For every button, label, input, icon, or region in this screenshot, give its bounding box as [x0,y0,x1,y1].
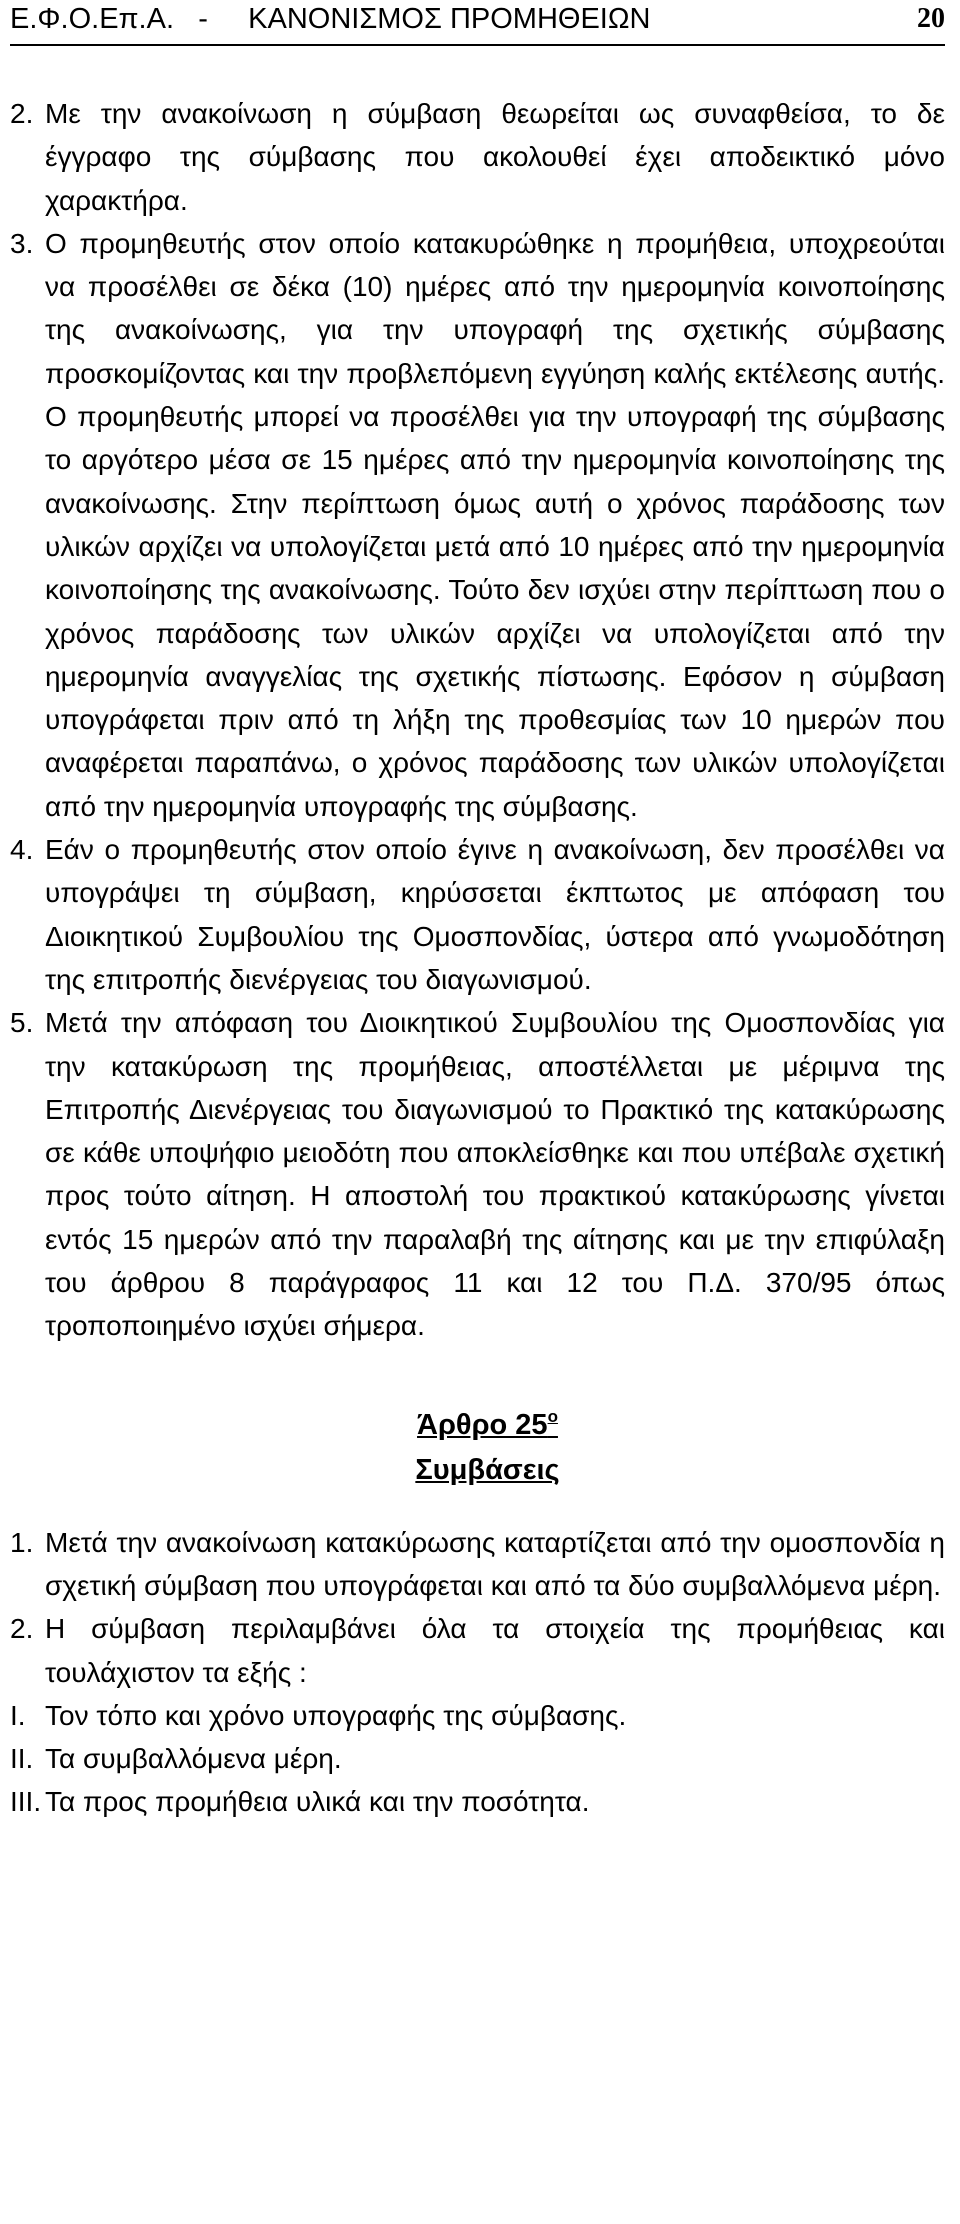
paragraph-number: 1. [10,1526,34,1558]
spacer [10,1348,945,1394]
paragraph-3 [10,222,945,828]
article-subtitle: Συμβάσεις [415,1453,560,1486]
paragraph-text: Μετά την απόφαση του Διοικητικού Συμβουλίου της Ομοσπονδίας για την κατακύρωση της προμήθειας, αποστέλλεται με μέριμνα της Επιτροπής Διενέργειας του διαγωνισμού το Πρακτικό της κατακύρωσης σε κάθε υποψήφιο μειοδότη που αποκλείσθηκε και που υπέβαλε σχετική προς τούτο αίτηση. Η αποστολή του πρακτικού κατακύρωσης γίνεται εντός 15 ημερών από την παραλαβή της αίτησης και με την επιφύλαξη του άρθρου 8 παράγραφος 11 και 12 του Π.Δ. 370/95 όπως τροποποιημένο ισχύει σήμερα. [45,1007,945,1342]
header-rule [10,44,945,46]
paragraph-number: 2. [10,98,34,129]
list-item-i [10,1694,945,1737]
paragraph-number: 5. [10,1007,34,1039]
list-item-number: Ι. [10,1699,26,1731]
list-item-text: Τον τόπο και χρόνο υπογραφής της σύμβασης. [45,1699,627,1731]
header-title: Ε.Φ.Ο.Επ.Α. - ΚΑΝΟΝΙΣΜΟΣ ΠΡΟΜΗΘΕΙΩΝ [10,3,651,35]
paragraph-4 [10,828,945,1001]
list-item-text: Τα προς προμήθεια υλικά και την ποσότητα. [45,1786,590,1818]
article-paragraph-2 [10,1607,945,1694]
article-paragraph-1 [10,1521,945,1608]
list-item-ii [10,1737,945,1780]
paragraph-5 [10,1001,945,1347]
paragraph-text: Η σύμβαση περιλαμβάνει όλα τα στοιχεία της προμήθειας και τουλάχιστον τα εξής : [45,1613,945,1688]
list-item-number: ΙΙ. [10,1743,34,1775]
paragraph-number: 4. [10,834,34,866]
paragraph-text: Ο προμηθευτής στον οποίο κατακυρώθηκε η προμήθεια, υποχρεούται να προσέλθει σε δέκα (10) ημέρες από την ημερομηνία κοινοποίησης της ανακοίνωσης, για την υπογραφή της σχετικής σύμβασης προσκομίζοντας και την προβλεπόμενη εγγύηση καλής εκτέλεσης αυτής. Ο προμηθευτής μπορεί να προσέλθει για την υπογραφή της σύμβασης το αργότερο μέσα σε 15 ημέρες από την ημερομηνία κοινοποίησης της ανακοίνωσης. Στην περίπτωση όμως αυτή ο χρόνος παράδοσης των υλικών αρχίζει να υπολογίζεται μετά από 10 ημέρες από την ημερομηνία κοινοποίησης της ανακοίνωσης. Τούτο δεν ισχύει στην περίπτωση που ο χρόνος παράδοσης των υλικών αρχίζει να υπολογίζεται από την ημερομηνία αναγγελίας της σχετικής πίστωσης. Εφόσον η σύμβαση υπογράφεται πριν από τη λήξη της προθεσμίας των 10 ημερών που αναφέρεται παραπάνω, ο χρόνος παράδοσης των υλικών υπολογίζεται από την ημερομηνία υπογραφής της σύμβασης. [45,227,945,822]
list-item-iii [10,1780,945,1823]
paragraph-text: Μετά την ανακοίνωση κατακύρωσης καταρτίζεται από την ομοσπονδία η σχετική σύμβαση που υπογράφεται και από τα δύο συμβαλλόμενα μέρη. [45,1526,945,1601]
paragraph-text: Εάν ο προμηθευτής στον οποίο έγινε η ανακοίνωση, δεν προσέλθει να υπογράψει τη σύμβαση, κηρύσσεται έκπτωτος με απόφαση του Διοικητικού Συμβουλίου της Ομοσπονδίας, ύστερα από γνωμοδότηση της επιτροπής διενέργειας του διαγωνισμού. [45,834,945,995]
article-title-superscript: ο [547,1406,558,1426]
paragraph-text: Με την ανακοίνωση η σύμβαση θεωρείται ως συναφθείσα, το δε έγγραφο της σύμβασης που ακολουθεί έχει αποδεικτικό μόνο χαρακτήρα. [45,98,945,216]
list-item-number: ΙΙΙ. [10,1786,42,1818]
list-item-text: Τα συμβαλλόμενα μέρη. [45,1743,342,1775]
spacer [10,1493,945,1521]
page-number: 20 [917,3,945,34]
document-body [10,92,945,1824]
paragraph-number: 2. [10,1613,34,1645]
paragraph-2 [10,92,945,222]
page-header [10,0,945,50]
article-title [10,1394,945,1448]
paragraph-number: 3. [10,227,34,259]
article-title-text: Άρθρο 25 [417,1408,548,1441]
